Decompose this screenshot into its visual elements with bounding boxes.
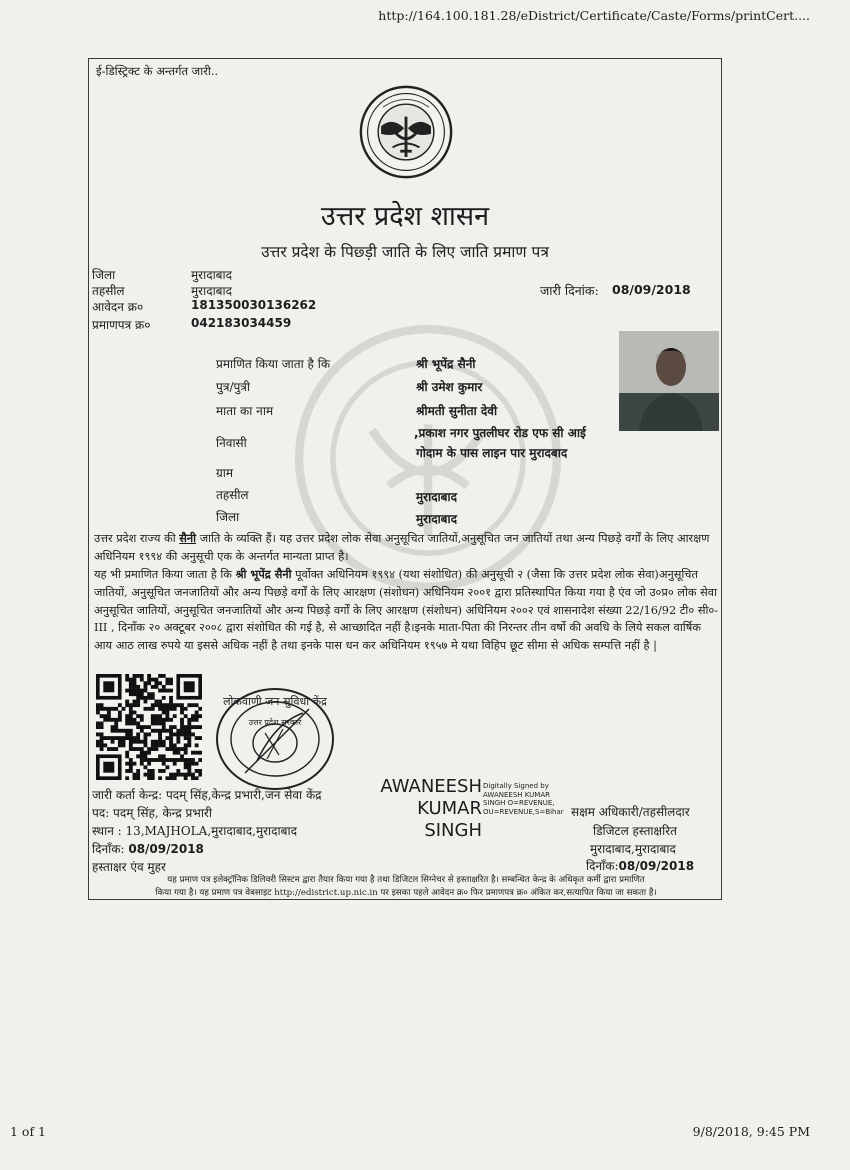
resident-label: निवासी xyxy=(216,436,247,450)
certificate-subtitle: उत्तर प्रदेश के पिछ्ड़ी जाति के लिए जाति प्रमाण पत्र xyxy=(261,243,549,261)
digitally-signed-label: डिजिटल हस्ताक्षरित xyxy=(593,824,677,838)
caste-paragraph: उत्तर प्रदेश राज्य की सैनी जाति के व्यक्ति हैं। यह उत्तर प्रदेश लोक सेवा अनुसूचित जातियों,अनुसूचित जन जातियों तथा अन्य पिछड़े वर्गों के लिए आरक्षण अधिनियम १९९४ की अनुसूची एक के अन्तर्गत मान्यता प्राप्त है। xyxy=(94,532,710,563)
officer-title: सक्षम अधिकारी/तहसीलदार xyxy=(571,805,690,819)
certificate-number: 042183034459 xyxy=(191,316,292,330)
applicant-photo xyxy=(619,331,719,431)
certificate-number-label: प्रमाणपत्र क्र० xyxy=(92,318,151,332)
applicant-name: श्री भूपेंद्र सैनी xyxy=(416,357,476,371)
page-number: 1 of 1 xyxy=(10,1124,47,1139)
district-value: मुरादाबाद xyxy=(191,268,233,282)
mother-label: माता का नाम xyxy=(216,404,274,418)
certification-paragraph: यह भी प्रमाणित किया जाता है कि श्री भूपेंद्र सैनी पूर्वोक्त अधिनियम १९९४ (यथा संशोधित) की अनुसूची २ (जैसा कि उत्तर प्रदेश लोक सेवा)अनुसूचित जातियों, अनुसूचित जनजातियों और अन्य पिछड़े वर्गों के लिए आरक्षण (संशोधन) अधिनियम २००१ द्वारा प्रतिस्थापित किया गया है एंव जो उ०प्र० लोक सेवा अनुसूचित जातियों, अनुसूचित जनजातियों और अन्य पिछड़े वर्गों के लिए आरक्षण (संशोधन) अधिनियम २००२ एवं शासनादेश संख्या 22/16/92 टी० सी०-III , दिनाँक २० अक्टूबर २००८ द्वारा संशोधित की गई है, से आच्छादित नहीं है।इनके माता-पिता की निरन्तर तीन वर्षो की अवधि के लिये सकल वार्षिक आय आठ लाख रुपये या इससे अधिक नहीं है तथा इनके पास धन कर अधिनियम १९५७ मे यथा विहिप छूट सीमा से अधिक सम्पत्ति नहीं है | xyxy=(94,568,719,653)
stamp-outer-text: लोकवाणी जन-सुविधा केंद्र xyxy=(223,695,327,708)
print-timestamp: 9/8/2018, 9:45 PM xyxy=(692,1124,810,1139)
stamp-inner-text: उत्तर प्रदेश सरकार xyxy=(248,718,302,727)
detail-tehsil-label: तहसील xyxy=(216,488,249,502)
issuer-place: स्थान : 13,MAJHOLA,मुरादाबाद,मुरादाबाद xyxy=(92,824,297,838)
footer-note: यह प्रमाण पत्र इलेक्ट्रॉनिक डिलिवरी सिस्टम द्वारा तैयार किया गया है तथा डिजिटल सिग्नेचर से हस्ताक्षरित है। सम्बन्धित केन्द्र के अधिकृत कर्मी द्वारा प्रमाणित किया गया है। यह प्रमाण पत्र वेबसाइट http://edistrict.up.nic.in पर इसका पहले आवेदन क्र० फिर प्रमाणपत्र क्र० अंकित कर,सत्यापित किया जा सकता है। xyxy=(155,875,657,898)
village-label: ग्राम xyxy=(216,466,234,480)
application-label: आवेदन क्र० xyxy=(92,300,144,314)
issue-date-label: जारी दिनांक: xyxy=(540,283,599,298)
address-line-1: ,प्रकाश नगर पुतलीघर रोड एफ सी आई xyxy=(414,426,586,440)
issued-under-note: ई-डिस्ट्रिक्ट के अन्तर्गत जारी.. xyxy=(96,64,219,78)
caste-name: सैनी xyxy=(179,532,197,545)
print-url: http://164.100.181.28/eDistrict/Certificate/Caste/Forms/printCert.... xyxy=(378,8,810,23)
digital-signature-details: Digitally Signed by AWANEESH KUMAR SINGH O=REVENUE, OU=REVENUE,S=Bihar xyxy=(483,782,564,816)
detail-district-label: जिला xyxy=(216,510,240,524)
certified-label: प्रमाणित किया जाता है कि xyxy=(216,357,331,371)
paragraph-applicant-name: श्री भूपेंद्र सैनी xyxy=(235,568,292,581)
officer-place: मुरादाबाद,मुरादाबाद xyxy=(590,842,676,856)
district-label: जिला xyxy=(92,268,116,282)
qr-code-icon xyxy=(96,674,202,780)
father-name: श्री उमेश कुमार xyxy=(416,380,483,394)
child-of-label: पुत्र/पुत्री xyxy=(216,380,251,394)
issuer-center: जारी कर्ता केन्द्र: पदम् सिंह,केन्द्र प्रभारी,जन सेवा केंद्र xyxy=(92,788,322,802)
service-center-stamp-icon xyxy=(205,683,337,793)
mother-name: श्रीमती सुनीता देवी xyxy=(416,404,498,418)
issuer-date-value: 08/09/2018 xyxy=(128,842,204,856)
qr-code xyxy=(96,674,202,780)
issuer-date: दिनाँक: 08/09/2018 xyxy=(92,842,204,856)
digital-signature-name: AWANEESH KUMAR SINGH xyxy=(380,776,482,841)
government-title: उत्तर प्रदेश शासन xyxy=(320,201,490,232)
signature-seal-label: हस्ताक्षर एंव मुहर xyxy=(92,860,166,874)
address-line-2: गोदाम के पास लाइन पार मुरादबाद xyxy=(416,446,568,460)
issue-date: 08/09/2018 xyxy=(612,282,691,297)
issuer-post: पद: पदम् सिंह, केन्द्र प्रभारी xyxy=(92,806,212,820)
tehsil-value: मुरादाबाद xyxy=(191,284,233,298)
tehsil-label: तहसील xyxy=(92,284,125,298)
detail-tehsil-value: मुरादाबाद xyxy=(416,490,458,504)
detail-district-value: मुरादाबाद xyxy=(416,512,458,526)
person-photo-icon xyxy=(619,331,719,431)
application-number: 181350030136262 xyxy=(191,298,317,312)
officer-date: दिनाँक:08/09/2018 xyxy=(586,859,695,873)
officer-date-value: 08/09/2018 xyxy=(618,859,695,873)
up-government-emblem-icon xyxy=(358,84,454,180)
